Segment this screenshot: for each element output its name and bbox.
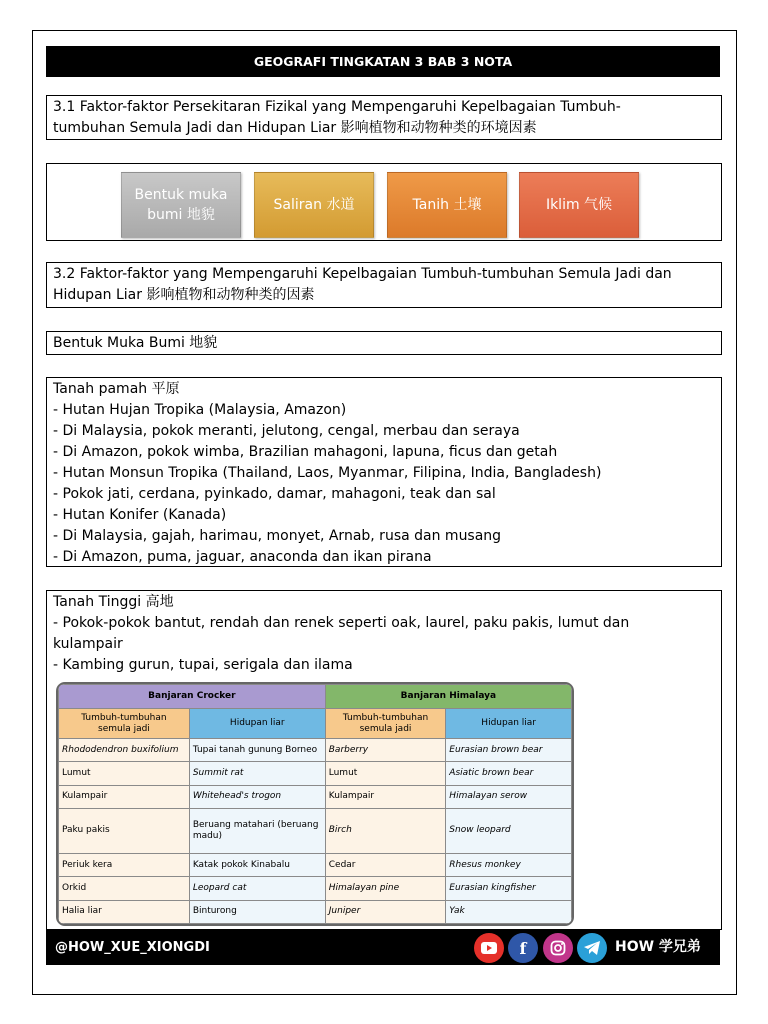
table-cell: Yak xyxy=(446,900,572,923)
factor-climate-box xyxy=(519,172,639,238)
lowland-section xyxy=(46,377,722,567)
table-cell: Himalayan serow xyxy=(446,785,572,808)
table-header-plants xyxy=(325,709,446,739)
lowland-line: - Di Amazon, puma, jaguar, anaconda dan ikan pirana xyxy=(53,549,432,565)
factor-drainage-label: Saliran 水道 xyxy=(273,197,355,213)
telegram-icon[interactable] xyxy=(577,933,607,963)
landform-heading xyxy=(46,331,722,355)
table-cell: Lumut xyxy=(325,762,446,785)
table-cell: Snow leopard xyxy=(446,809,572,854)
table-cell: Paku pakis xyxy=(59,809,190,854)
table-cell: Binturong xyxy=(189,900,325,923)
table-row xyxy=(59,785,572,808)
highland-title: Tanah Tinggi 高地 xyxy=(53,594,174,610)
table-header-wildlife: Hidupan liar xyxy=(446,709,572,739)
table-group-himalaya: Banjaran Himalaya xyxy=(325,685,571,709)
table-cell: Barberry xyxy=(325,739,446,762)
lowland-line: - Hutan Konifer (Kanada) xyxy=(53,507,227,523)
highland-line: kulampair xyxy=(53,636,123,652)
species-table xyxy=(56,682,574,926)
lowland-line: - Hutan Hujan Tropika (Malaysia, Amazon) xyxy=(53,402,347,418)
table-cell: Whitehead's trogon xyxy=(189,785,325,808)
section-3-1-heading xyxy=(46,95,722,140)
table-cell: Kulampair xyxy=(59,785,190,808)
table-row xyxy=(59,762,572,785)
table-cell: Eurasian kingfisher xyxy=(446,877,572,900)
highland-line: - Kambing gurun, tupai, serigala dan ilama xyxy=(53,657,353,673)
table-cell: Beruang matahari (beruang madu) xyxy=(189,809,325,854)
table-row xyxy=(59,877,572,900)
table-cell: Eurasian brown bear xyxy=(446,739,572,762)
lowland-line: - Di Malaysia, gajah, harimau, monyet, Arnab, rusa dan musang xyxy=(53,528,502,544)
table-row xyxy=(59,809,572,854)
table-cell: Tupai tanah gunung Borneo xyxy=(189,739,325,762)
factor-soil-label: Tanih 土壤 xyxy=(412,197,482,213)
factor-landform-box xyxy=(121,172,241,238)
highland-line: - Pokok-pokok bantut, rendah dan renek seperti oak, laurel, paku pakis, lumut dan xyxy=(53,615,630,631)
factor-climate-label: Iklim 气候 xyxy=(545,197,613,213)
factor-landform-label-1: Bentuk muka xyxy=(134,187,228,203)
factor-soil-box xyxy=(387,172,507,238)
table-cell: Halia liar xyxy=(59,900,190,923)
page-title: GEOGRAFI TINGKATAN 3 BAB 3 NOTA xyxy=(46,46,720,77)
footer-bar xyxy=(46,930,720,965)
table-cell: Himalayan pine xyxy=(325,877,446,900)
table-cell: Rhesus monkey xyxy=(446,853,572,876)
section-3-2-line-2: Hidupan Liar 影响植物和动物种类的因素 xyxy=(53,287,315,303)
table-cell: Cedar xyxy=(325,853,446,876)
footer-handle: @HOW_XUE_XIONGDI xyxy=(55,940,210,955)
section-3-1-line-1: 3.1 Faktor-faktor Persekitaran Fizikal yang Mempengaruhi Kepelbagaian Tumbuh- xyxy=(53,99,621,115)
table-header-plants-line-1: Tumbuh-tumbuhan xyxy=(81,712,167,723)
instagram-icon[interactable] xyxy=(543,933,573,963)
table-row xyxy=(59,853,572,876)
footer-brand: HOW 学兄弟 xyxy=(615,939,701,955)
table-row xyxy=(59,900,572,923)
lowland-line: - Di Amazon, pokok wimba, Brazilian mahagoni, lapuna, ficus dan getah xyxy=(53,444,558,460)
table-header-plants-line-1: Tumbuh-tumbuhan xyxy=(342,712,429,723)
table-cell: Kulampair xyxy=(325,785,446,808)
table-cell: Lumut xyxy=(59,762,190,785)
table-cell: Orkid xyxy=(59,877,190,900)
table-cell: Rhododendron buxifolium xyxy=(59,739,190,762)
table-row xyxy=(59,739,572,762)
lowland-line: - Pokok jati, cerdana, pyinkado, damar, mahagoni, teak dan sal xyxy=(53,486,496,502)
landform-title: Bentuk Muka Bumi 地貌 xyxy=(53,335,218,351)
section-3-1-line-2: tumbuhan Semula Jadi dan Hidupan Liar 影响植物和动物种类的环境因素 xyxy=(53,120,537,136)
youtube-icon[interactable] xyxy=(474,933,504,963)
table-header-wildlife: Hidupan liar xyxy=(189,709,325,739)
lowland-line: - Di Malaysia, pokok meranti, jelutong, cengal, merbau dan seraya xyxy=(53,423,520,439)
lowland-title: Tanah pamah 平原 xyxy=(53,381,180,397)
table-cell: Leopard cat xyxy=(189,877,325,900)
table-header-plants-line-2: semula jadi xyxy=(98,723,150,734)
lowland-line: - Hutan Monsun Tropika (Thailand, Laos, Myanmar, Filipina, India, Bangladesh) xyxy=(53,465,602,481)
table-header-plants xyxy=(59,709,190,739)
section-3-2-line-1: 3.2 Faktor-faktor yang Mempengaruhi Kepelbagaian Tumbuh-tumbuhan Semula Jadi dan xyxy=(53,266,672,282)
table-header-plants-line-2: semula jadi xyxy=(359,723,412,734)
table-cell: Katak pokok Kinabalu xyxy=(189,853,325,876)
section-3-2-heading xyxy=(46,262,722,308)
table-cell: Periuk kera xyxy=(59,853,190,876)
factors-diagram xyxy=(46,163,722,241)
table-group-crocker: Banjaran Crocker xyxy=(59,685,326,709)
factor-landform-label-2: bumi 地貌 xyxy=(147,207,215,223)
table-cell: Summit rat xyxy=(189,762,325,785)
facebook-icon[interactable]: f xyxy=(508,933,538,963)
factor-drainage-box xyxy=(254,172,374,238)
table-cell: Birch xyxy=(325,809,446,854)
table-cell: Juniper xyxy=(325,900,446,923)
table-cell: Asiatic brown bear xyxy=(446,762,572,785)
